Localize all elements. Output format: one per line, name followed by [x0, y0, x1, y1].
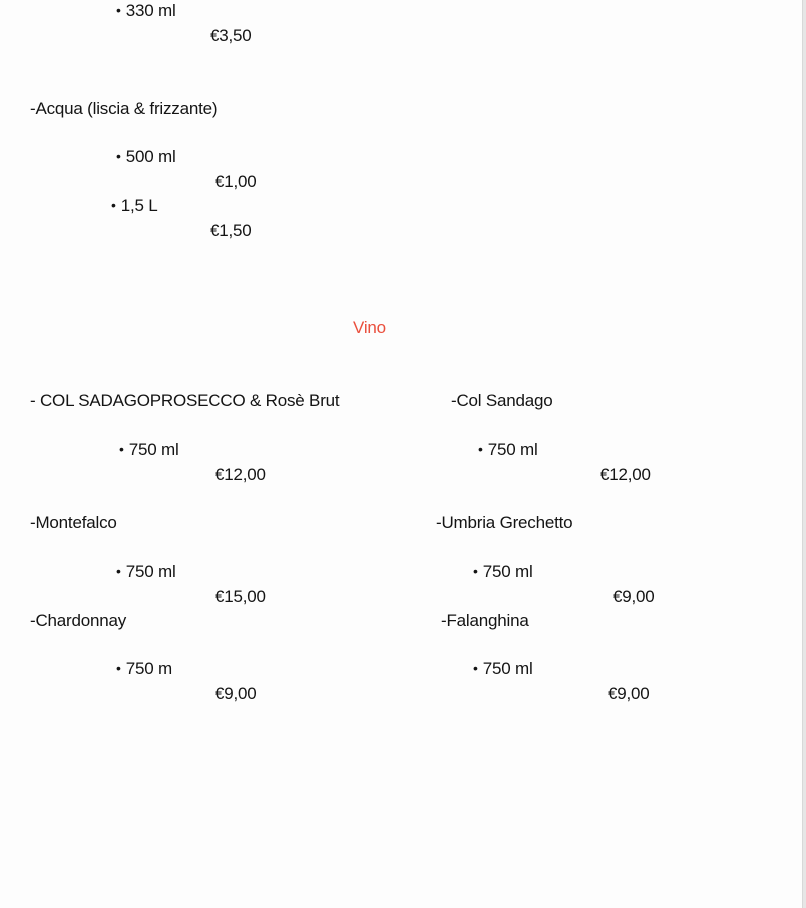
beer-price: €3,50 [210, 26, 252, 45]
wine-price-grechetto: €9,00 [613, 587, 655, 606]
acqua-price-500: €1,00 [215, 172, 257, 191]
wine-price-col-sandago: €12,00 [600, 465, 651, 484]
wine-name-falanghina: -Falanghina [441, 611, 529, 630]
wine-price-prosecco: €12,00 [215, 465, 266, 484]
wine-size-chardonnay: • 750 m [116, 659, 172, 679]
wine-size-prosecco: • 750 ml [119, 440, 179, 460]
wine-price-montefalco: €15,00 [215, 587, 266, 606]
wine-price-chardonnay: €9,00 [215, 684, 257, 703]
wine-name-grechetto: -Umbria Grechetto [436, 513, 573, 532]
acqua-price-15: €1,50 [210, 221, 252, 240]
beer-size: • 330 ml [116, 1, 176, 21]
page-edge [802, 0, 806, 908]
wine-size-col-sandago: • 750 ml [478, 440, 538, 460]
vino-section-title: Vino [353, 318, 386, 337]
wine-name-prosecco: - COL SADAGOPROSECCO & Rosè Brut [30, 391, 340, 410]
wine-price-falanghina: €9,00 [608, 684, 650, 703]
acqua-size-15: • 1,5 L [111, 196, 158, 216]
acqua-size-500: • 500 ml [116, 147, 176, 167]
acqua-title: -Acqua (liscia & frizzante) [30, 99, 218, 118]
wine-size-grechetto: • 750 ml [473, 562, 533, 582]
wine-name-montefalco: -Montefalco [30, 513, 117, 532]
wine-size-falanghina: • 750 ml [473, 659, 533, 679]
wine-name-chardonnay: -Chardonnay [30, 611, 127, 630]
wine-size-montefalco: • 750 ml [116, 562, 176, 582]
wine-name-col-sandago: -Col Sandago [451, 391, 553, 410]
